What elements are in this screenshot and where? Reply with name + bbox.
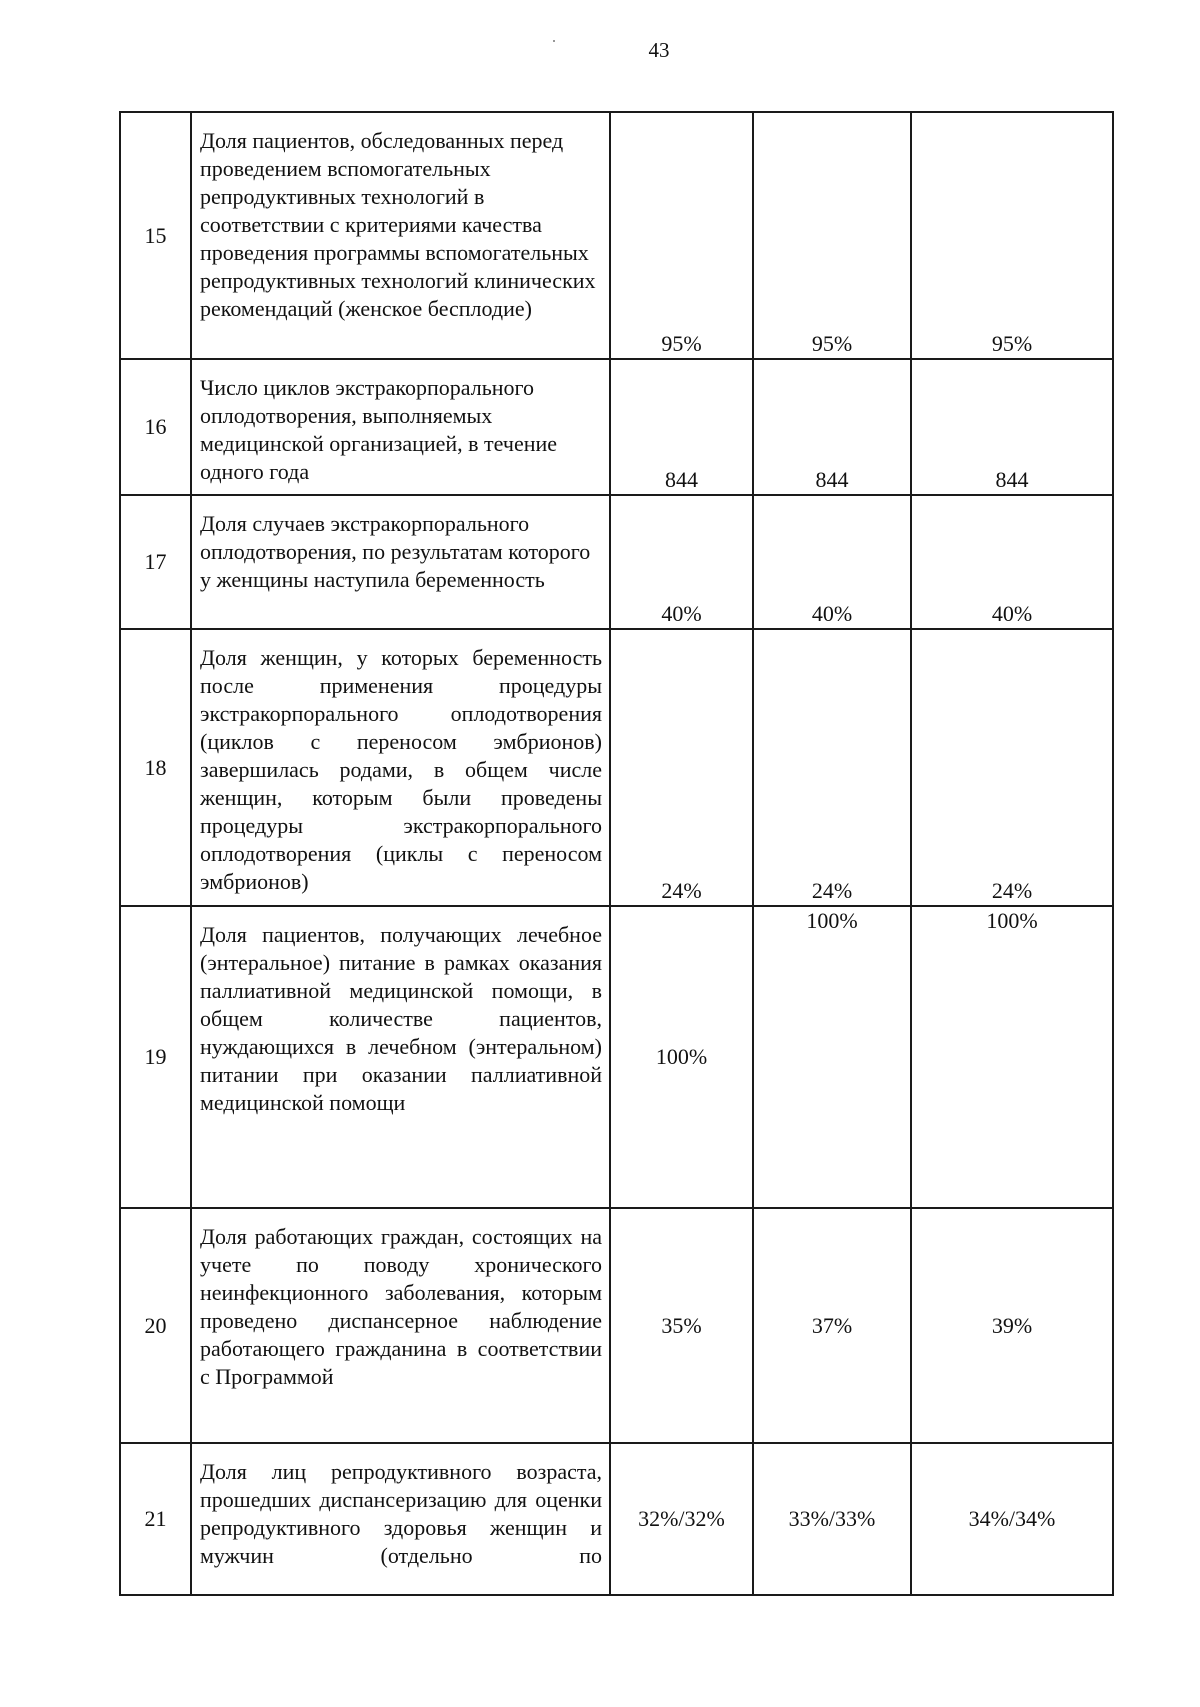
value-col-1: 24% — [610, 629, 753, 906]
value-col-3: 95% — [911, 112, 1113, 359]
value-col-2: 95% — [753, 112, 911, 359]
value-col-1: 32%/32% — [610, 1443, 753, 1595]
table-row — [120, 629, 1113, 906]
indicator-text: Доля пациентов, получающих лечебное (энтеральное) питание в рамках оказания паллиативной медицинской помощи, в общем количестве пациентов, нуждающихся в лечебном (энтеральном) питании при оказании паллиативной медицинской помощи — [200, 922, 602, 1115]
value-col-3: 100% — [911, 906, 1113, 1208]
indicator-name — [191, 495, 610, 629]
value-col-2: 33%/33% — [753, 1443, 911, 1595]
indicator-text: Доля женщин, у которых беременность после применения процедуры экстракорпорального оплодотворения (циклов с переносом эмбрионов) завершилась родами, в общем числе женщин, которым были проведены процедуры экстракорпорального оплодотворения (циклы с переносом эмбрионов) — [200, 645, 602, 894]
indicator-text: Число циклов экстракорпорального оплодотворения, выполняемых медицинской организацией, в течение одного года — [200, 375, 558, 484]
value-col-3: 34%/34% — [911, 1443, 1113, 1595]
value-col-1: 100% — [610, 906, 753, 1208]
value-col-2: 844 — [753, 359, 911, 495]
value-col-3: 24% — [911, 629, 1113, 906]
page-number: 43 — [648, 38, 670, 62]
table-row — [120, 359, 1113, 495]
table-row — [120, 906, 1113, 1208]
value-col-1: 95% — [610, 112, 753, 359]
value-col-1: 844 — [610, 359, 753, 495]
indicator-name — [191, 1443, 610, 1595]
value-col-3: 39% — [911, 1208, 1113, 1443]
row-number: 19 — [120, 906, 191, 1208]
value-col-3: 844 — [911, 359, 1113, 495]
table-row — [120, 112, 1113, 359]
indicator-name — [191, 906, 610, 1208]
table-row — [120, 1443, 1113, 1595]
indicators-table — [119, 111, 1114, 1596]
value-col-2: 100% — [753, 906, 911, 1208]
indicator-name — [191, 629, 610, 906]
indicator-text: Доля случаев экстракорпорального оплодотворения, по результатам которого у женщины наступила беременность — [200, 511, 591, 592]
row-number: 21 — [120, 1443, 191, 1595]
row-number: 20 — [120, 1208, 191, 1443]
indicator-name — [191, 112, 610, 359]
scan-speck — [553, 40, 555, 42]
value-col-2: 37% — [753, 1208, 911, 1443]
row-number: 15 — [120, 112, 191, 359]
value-col-2: 40% — [753, 495, 911, 629]
value-col-1: 40% — [610, 495, 753, 629]
value-col-1: 35% — [610, 1208, 753, 1443]
indicator-text: Доля лиц репродуктивного возраста, прошедших диспансеризацию для оценки репродуктивного здоровья женщин и мужчин (отдельно по — [200, 1459, 602, 1568]
value-col-3: 40% — [911, 495, 1113, 629]
table-row — [120, 495, 1113, 629]
row-number: 16 — [120, 359, 191, 495]
indicator-text: Доля пациентов, обследованных перед проведением вспомогательных репродуктивных технологий в соответствии с критериями качества проведения программы вспомогательных репродуктивных технологий клинических рекомендаций (женское бесплодие) — [200, 128, 596, 321]
indicator-text: Доля работающих граждан, состоящих на учете по поводу хронического неинфекционного заболевания, которым проведено диспансерное наблюдение работающего гражданина в соответствии с Программой — [200, 1224, 602, 1389]
row-number: 18 — [120, 629, 191, 906]
indicator-name — [191, 359, 610, 495]
indicator-name — [191, 1208, 610, 1443]
value-col-2: 24% — [753, 629, 911, 906]
row-number: 17 — [120, 495, 191, 629]
table-row — [120, 1208, 1113, 1443]
